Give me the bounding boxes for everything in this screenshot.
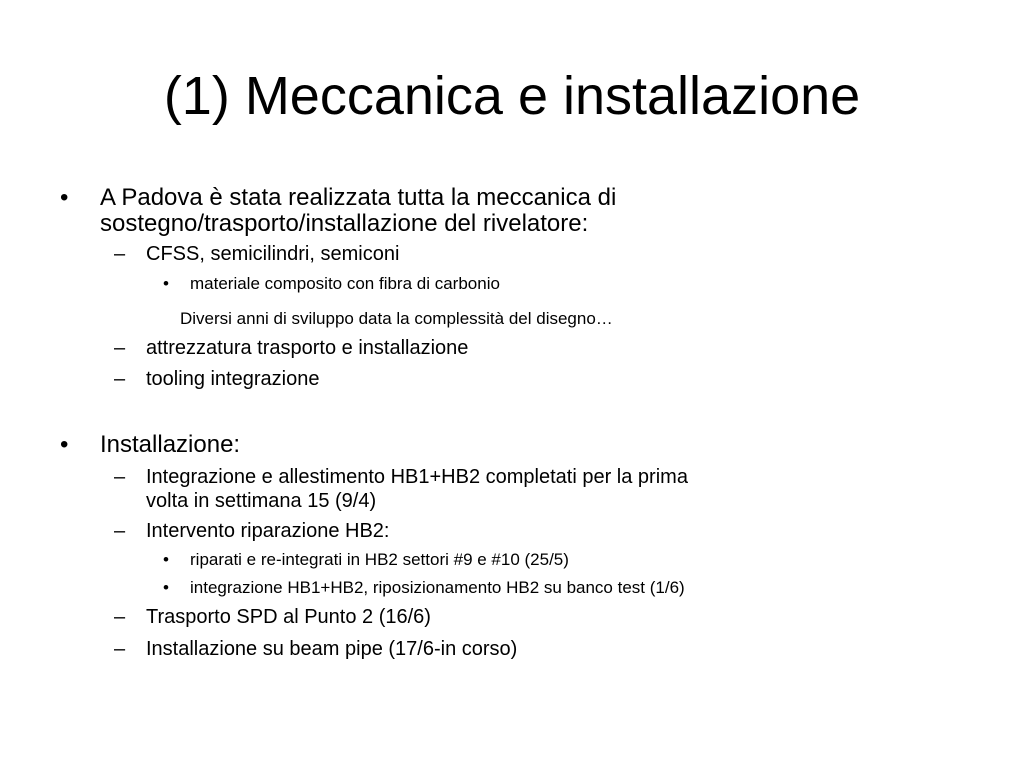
dash-marker: – <box>114 368 126 390</box>
bullet-marker: • <box>60 184 69 211</box>
bullet-meccanica-cont: sostegno/trasporto/installazione del rivelatore: <box>100 210 589 237</box>
bullet-meccanica: A Padova è stata realizzata tutta la meccanica di <box>100 184 617 211</box>
sub-item-cfss: CFSS, semicilindri, semiconi <box>146 243 400 265</box>
sub-item-attrezzatura: attrezzatura trasporto e installazione <box>146 337 469 359</box>
bullet-installazione: Installazione: <box>100 431 241 458</box>
dash-marker: – <box>114 243 126 265</box>
sub-item-tooling: tooling integrazione <box>146 368 320 390</box>
note-diversi-anni: Diversi anni di sviluppo data la complessità del disegno… <box>180 309 613 328</box>
sub-item-trasporto: Trasporto SPD al Punto 2 (16/6) <box>146 606 431 628</box>
sub-item-intervento: Intervento riparazione HB2: <box>146 520 390 542</box>
sub-sub-item-riposizionamento: integrazione HB1+HB2, riposizionamento HB2 su banco test (1/6) <box>190 578 685 597</box>
sub-sub-item-riparati: riparati e re-integrati in HB2 settori #9 e #10 (25/5) <box>190 550 569 569</box>
bullet-marker: • <box>163 274 169 293</box>
bullet-marker: • <box>163 550 169 569</box>
dash-marker: – <box>114 466 126 488</box>
dash-marker: – <box>114 638 126 660</box>
sub-item-integrazione-cont: volta in settimana 15 (9/4) <box>146 490 377 512</box>
dash-marker: – <box>114 520 126 542</box>
bullet-marker: • <box>60 431 69 458</box>
sub-item-integrazione: Integrazione e allestimento HB1+HB2 completati per la prima <box>146 466 688 488</box>
slide-title: (1) Meccanica e installazione <box>163 66 861 126</box>
bullet-marker: • <box>163 578 169 597</box>
dash-marker: – <box>114 606 126 628</box>
dash-marker: – <box>114 337 126 359</box>
sub-item-beam-pipe: Installazione su beam pipe (17/6-in corso) <box>146 638 518 660</box>
sub-sub-item-materiale: materiale composito con fibra di carbonio <box>190 274 500 293</box>
